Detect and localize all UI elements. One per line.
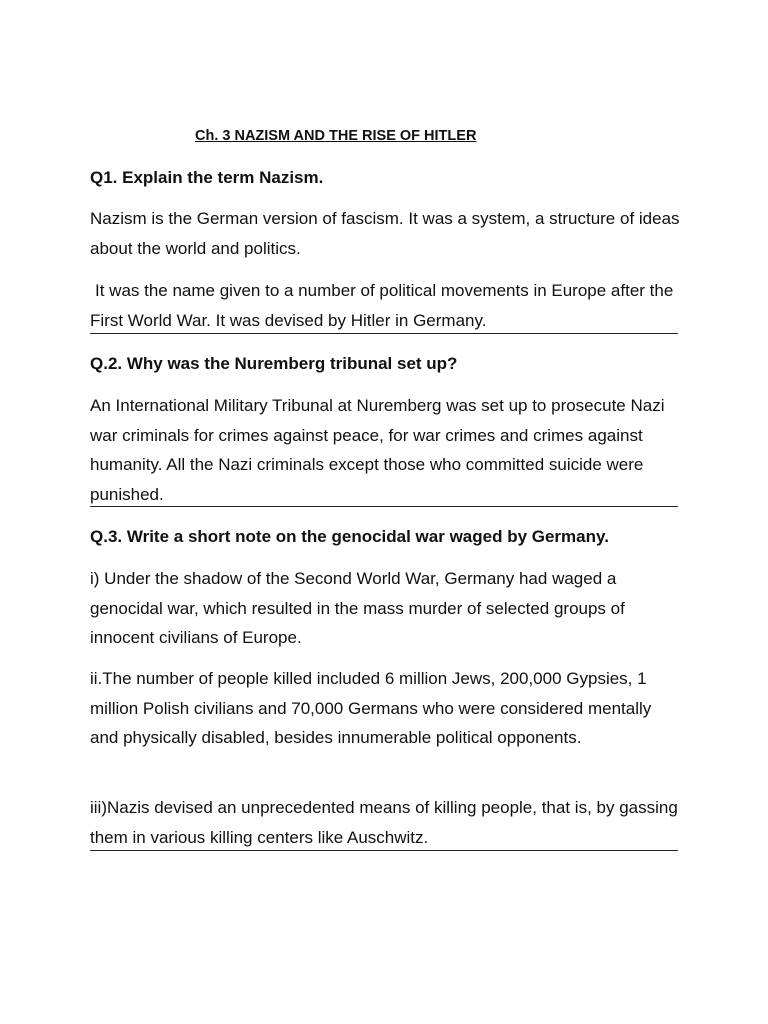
q3-answer-paragraph-2: ii.The number of people killed included 6 million Jews, 200,000 Gypsies, 1 million Polish civilians and 70,000 Germans who were considered mentally and physically disabled, besides innumerable political opponents.: [90, 669, 652, 747]
question-2: Q.2. Why was the Nuremberg tribunal set up?: [90, 354, 458, 373]
section-divider: [90, 506, 678, 507]
question-1: Q1. Explain the term Nazism.: [90, 168, 324, 187]
q2-answer-paragraph-1: An International Military Tribunal at Nuremberg was set up to prosecute Nazi war criminals for crimes against peace, for war crimes and crimes against humanity. All the Nazi criminals except those who committed suicide were punished.: [90, 396, 665, 504]
q3-answer-paragraph-1: i) Under the shadow of the Second World War, Germany had waged a genocidal war, which resulted in the mass murder of selected groups of innocent civilians of Europe.: [90, 569, 625, 647]
section-divider: [90, 333, 678, 334]
question-3: Q.3. Write a short note on the genocidal war waged by Germany.: [90, 527, 609, 546]
chapter-title: Ch. 3 NAZISM AND THE RISE OF HITLER: [195, 128, 477, 144]
q3-answer-paragraph-3: iii)Nazis devised an unprecedented means of killing people, that is, by gassing them in various killing centers like Auschwitz.: [90, 798, 678, 847]
q1-answer-paragraph-2: It was the name given to a number of political movements in Europe after the First World War. It was devised by Hitler in Germany.: [90, 281, 674, 330]
section-divider: [90, 850, 678, 851]
q1-answer-paragraph-1: Nazism is the German version of fascism. It was a system, a structure of ideas about the world and politics.: [90, 209, 680, 258]
